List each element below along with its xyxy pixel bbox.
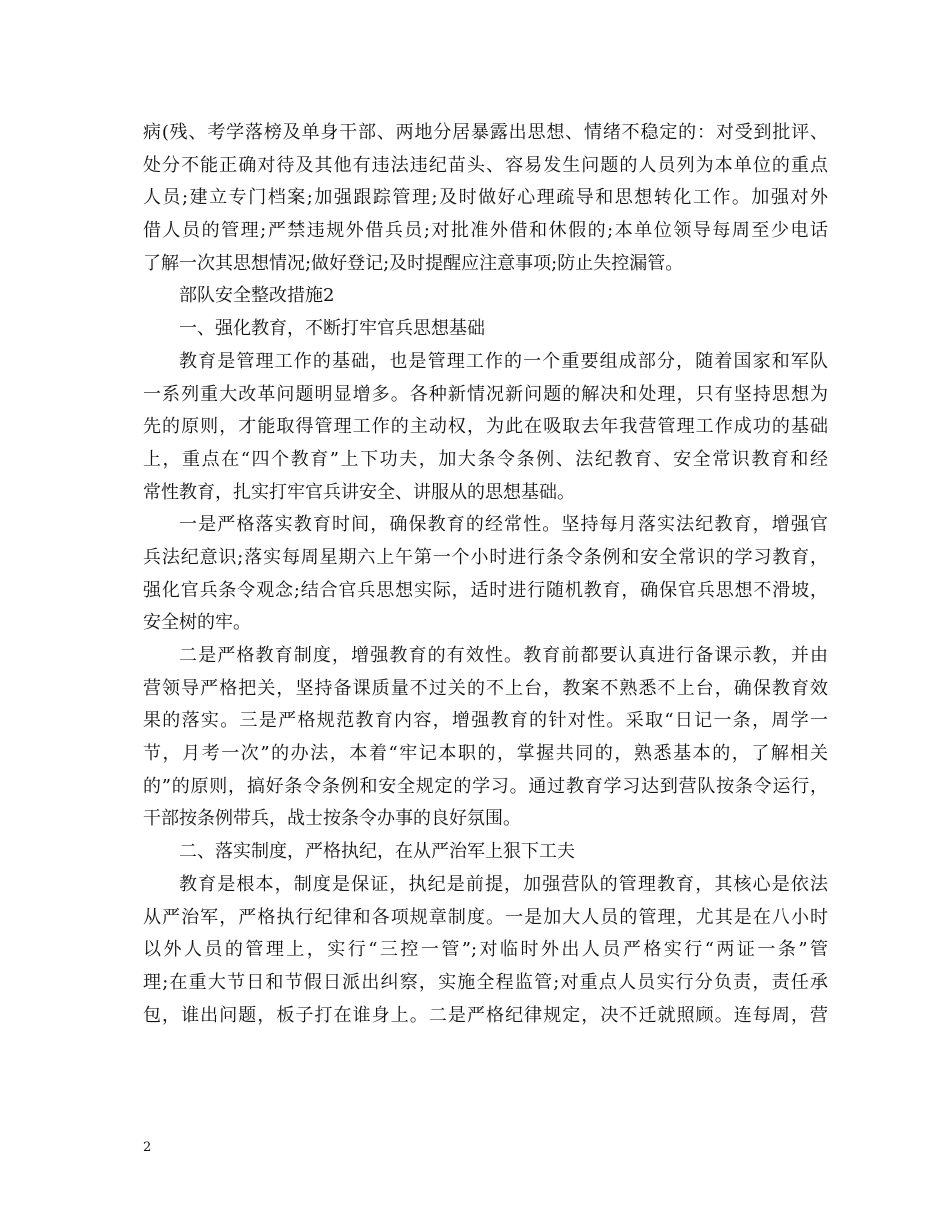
text-line: 营领导严格把关，坚持备课质量不过关的不上台，教案不熟悉不上台，确保教育效: [143, 677, 828, 699]
text-line: 一系列重大改革问题明显增多。各种新情况新问题的解决和处理，只有坚持思想为: [143, 383, 828, 405]
text-line: 一、强化教育，不断打牢官兵思想基础: [179, 318, 485, 340]
text-line: 理;在重大节日和节假日派出纠察，实施全程监管;对重点人员实行分负责，责任承: [143, 971, 828, 993]
text-line: 强化官兵条令观念;结合官兵思想实际，适时进行随机教育，确保官兵思想不滑坡，: [143, 579, 828, 601]
text-line: 了解一次其思想情况;做好登记;及时提醒应注意事项;防止失控漏管。: [143, 252, 684, 274]
text-line: 处分不能正确对待及其他有违法违纪苗头、容易发生问题的人员列为本单位的重点: [143, 154, 828, 176]
text-line: 二、落实制度，严格执纪，在从严治军上狠下工夫: [179, 841, 575, 863]
body-text: [143, 117, 828, 1032]
text-line: 一是严格落实教育时间，确保教育的经常性。坚持每月落实法纪教育，增强官: [179, 514, 828, 536]
text-line: 病(残、考学落榜及单身干部、两地分居暴露出思想、情绪不稳定的：对受到批评、: [143, 122, 828, 143]
text-line: 节，月考一次”的办法，本着“牢记本职的，掌握共同的，熟悉基本的，了解相关: [143, 743, 828, 765]
text-line: 干部按条例带兵，战士按条令办事的良好氛围。: [143, 808, 521, 830]
text-line: 先的原则，才能取得管理工作的主动权，为此在吸取去年我营管理工作成功的基础: [143, 416, 828, 438]
text-line: 兵法纪意识;落实每周星期六上午第一个小时进行条令条例和安全常识的学习教育，: [143, 546, 828, 568]
text-line: 包，谁出问题，板子打在谁身上。二是严格纪律规定，决不迁就照顾。连每周，营: [143, 1004, 828, 1026]
text-line: 安全树的牢。: [143, 612, 251, 634]
text-line: 果的落实。三是严格规范教育内容，增强教育的针对性。采取“日记一条，周学一: [143, 710, 828, 732]
text-line: 教育是管理工作的基础，也是管理工作的一个重要组成部分，随着国家和军队: [179, 350, 828, 372]
text-line: 从严治军，严格执行纪律和各项规章制度。一是加大人员的管理，尤其是在八小时: [143, 906, 828, 928]
text-line: 人员;建立专门档案;加强跟踪管理;及时做好心理疏导和思想转化工作。加强对外: [143, 187, 828, 209]
text-line: 的”的原则，搞好条令条例和安全规定的学习。通过教育学习达到营队按条令运行，: [143, 775, 828, 797]
text-line: 常性教育，扎实打牢官兵讲安全、讲服从的思想基础。: [143, 481, 575, 503]
page-number: 2: [143, 1140, 152, 1155]
text-line: 二是严格教育制度，增强教育的有效性。教育前都要认真进行备课示教，并由: [179, 645, 828, 666]
text-line: 上，重点在“四个教育”上下功夫，加大条令条例、法纪教育、安全常识教育和经: [143, 448, 828, 470]
text-line: 借人员的管理;严禁违规外借兵员;对批准外借和休假的;本单位领导每周至少电话: [143, 220, 828, 242]
text-line: 以外人员的管理上，实行“三控一管”;对临时外出人员严格实行“两证一条”管: [143, 939, 828, 961]
text-line: 教育是根本，制度是保证，执纪是前提，加强营队的管理教育，其核心是依法: [179, 873, 828, 895]
text-line: 部队安全整改措施2: [179, 285, 335, 307]
